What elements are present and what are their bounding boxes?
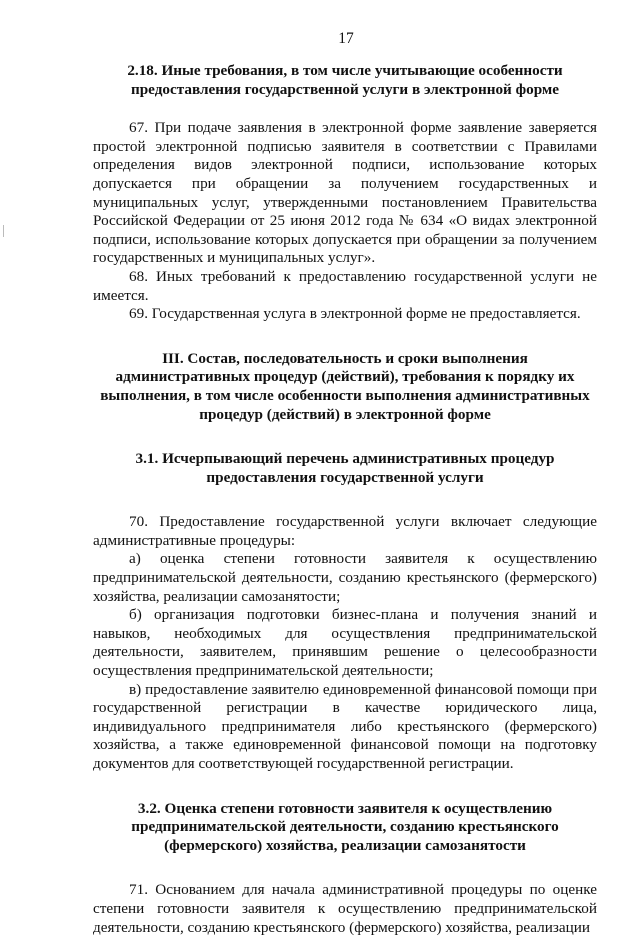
heading-2-18 bbox=[93, 62, 597, 99]
heading-line: предоставления государственной услуги в электронной форме bbox=[130, 80, 560, 98]
paragraph-71: 71. Основанием для начала административной процедуры по оценке степени готовности заявителя к осуществлению предпринимательской деятельности, созданию крестьянского (фермерского) хозяйства, реализации bbox=[93, 881, 597, 936]
paragraph-67: 67. При подаче заявления в электронной форме заявление заверяется простой электронной подписью заявителя в соответствии с Правилами определения видов электронной подписи, использование которых допускается при обращении за получением государственных и муниципальных услуг, утвержденными постановлением Правительства Российской Федерации от 25 июня 2012 года № 634 «О видах электронной подписи, использование которых допускается при обращении за получением государственных и муниципальных услуг». bbox=[93, 119, 597, 267]
paragraph-68: 68. Иных требований к предоставлению государственной услуги не имеется. bbox=[93, 267, 597, 304]
paragraph-70-b: б) организация подготовки бизнес-плана и получения знаний и навыков, необходимых для осуществления предпринимательской деятельности, заявителем, принявшим решение о целесообразности осуществления предпринимательской деятельности; bbox=[93, 606, 597, 680]
heading-line: 3.2. Оценка степени готовности заявителя к осуществлению bbox=[137, 799, 553, 817]
heading-3-1 bbox=[93, 450, 597, 487]
heading-line: (фермерского) хозяйства, реализации самозанятости bbox=[164, 836, 526, 854]
paragraph-70: 70. Предоставление государственной услуги включает следующие административные процедуры: bbox=[93, 513, 597, 549]
page-number: 17 bbox=[338, 30, 354, 47]
margin-mark bbox=[3, 225, 4, 237]
heading-line: предоставления государственной услуги bbox=[206, 468, 484, 486]
heading-3-2 bbox=[93, 800, 597, 856]
heading-section-3 bbox=[93, 350, 597, 424]
heading-line: процедур (действий) в электронной форме bbox=[199, 405, 491, 423]
heading-line: административных процедур (действий), требования к порядку их bbox=[115, 368, 575, 386]
heading-line: выполнения, в том числе особенности выполнения административных bbox=[100, 386, 590, 404]
heading-line: 2.18. Иные требования, в том числе учитывающие особенности bbox=[127, 62, 563, 79]
heading-line: предпринимательской деятельности, созданию крестьянского bbox=[131, 818, 559, 836]
heading-line: III. Состав, последовательность и сроки выполнения bbox=[162, 349, 528, 367]
paragraph-70-v: в) предоставление заявителю единовременной финансовой помощи при государственной регистрации в качестве юридического лица, индивидуального предпринимателя либо крестьянского (фермерского) хозяйства, а также единовременной финансовой помощи на подготовку документов для соответствующей государственной регистрации. bbox=[93, 680, 597, 772]
heading-line: 3.1. Исчерпывающий перечень административных процедур bbox=[135, 450, 555, 468]
paragraph-70-a: а) оценка степени готовности заявителя к осуществлению предпринимательской деятельности, созданию крестьянского (фермерского) хозяйства, реализации самозанятости; bbox=[93, 550, 597, 605]
paragraph-69: 69. Государственная услуга в электронной форме не предоставляется. bbox=[129, 305, 581, 323]
document-page bbox=[93, 30, 597, 937]
